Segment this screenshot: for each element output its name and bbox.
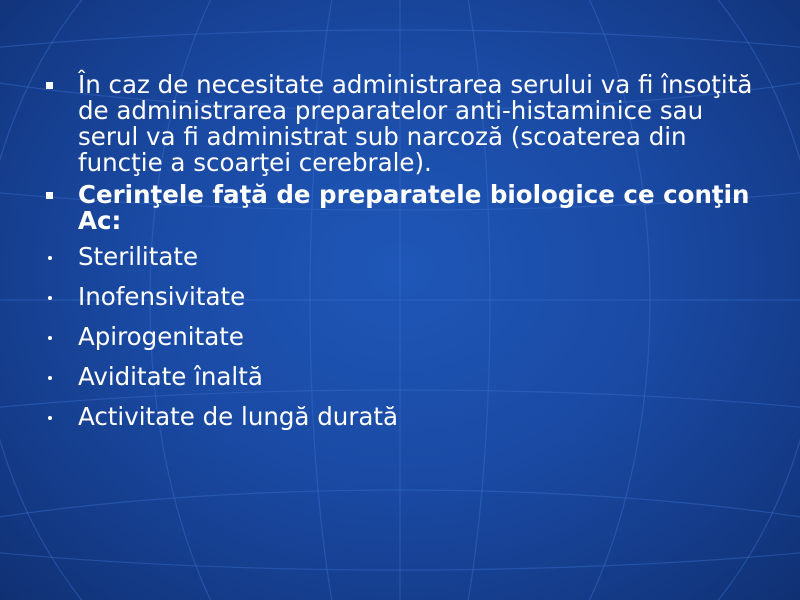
dot-bullet-icon (48, 376, 52, 380)
dot-bullet-icon (48, 416, 52, 420)
sub-list-item-text: Activitate de lungă durată (78, 402, 399, 431)
sub-list-item (40, 364, 770, 390)
sub-list-item (40, 404, 770, 430)
sub-list-item (40, 284, 770, 310)
slide-content (40, 72, 770, 444)
list-item-text: În caz de necesitate administrarea serului va fi însoţită de administrarea preparatelor anti-histaminice sau serul va fi administrat sub narcoză (scoaterea din funcţie a scoarţei cerebrale). (78, 70, 753, 177)
dot-bullet-icon (48, 256, 52, 260)
sub-list-item (40, 324, 770, 350)
list-item-text: Cerinţele faţă de preparatele biologice ce conţin Ac: (78, 180, 750, 235)
list-item-heading (40, 182, 770, 234)
sub-list-item (40, 244, 770, 270)
square-bullet-icon (46, 192, 53, 199)
sub-list-item-text: Aviditate înaltă (78, 362, 263, 391)
square-bullet-icon (46, 82, 53, 89)
sub-list-item-text: Sterilitate (78, 242, 199, 271)
dot-bullet-icon (48, 336, 52, 340)
sub-list-item-text: Apirogenitate (78, 322, 244, 351)
list-item (40, 72, 770, 176)
sub-list-item-text: Inofensivitate (78, 282, 246, 311)
dot-bullet-icon (48, 296, 52, 300)
